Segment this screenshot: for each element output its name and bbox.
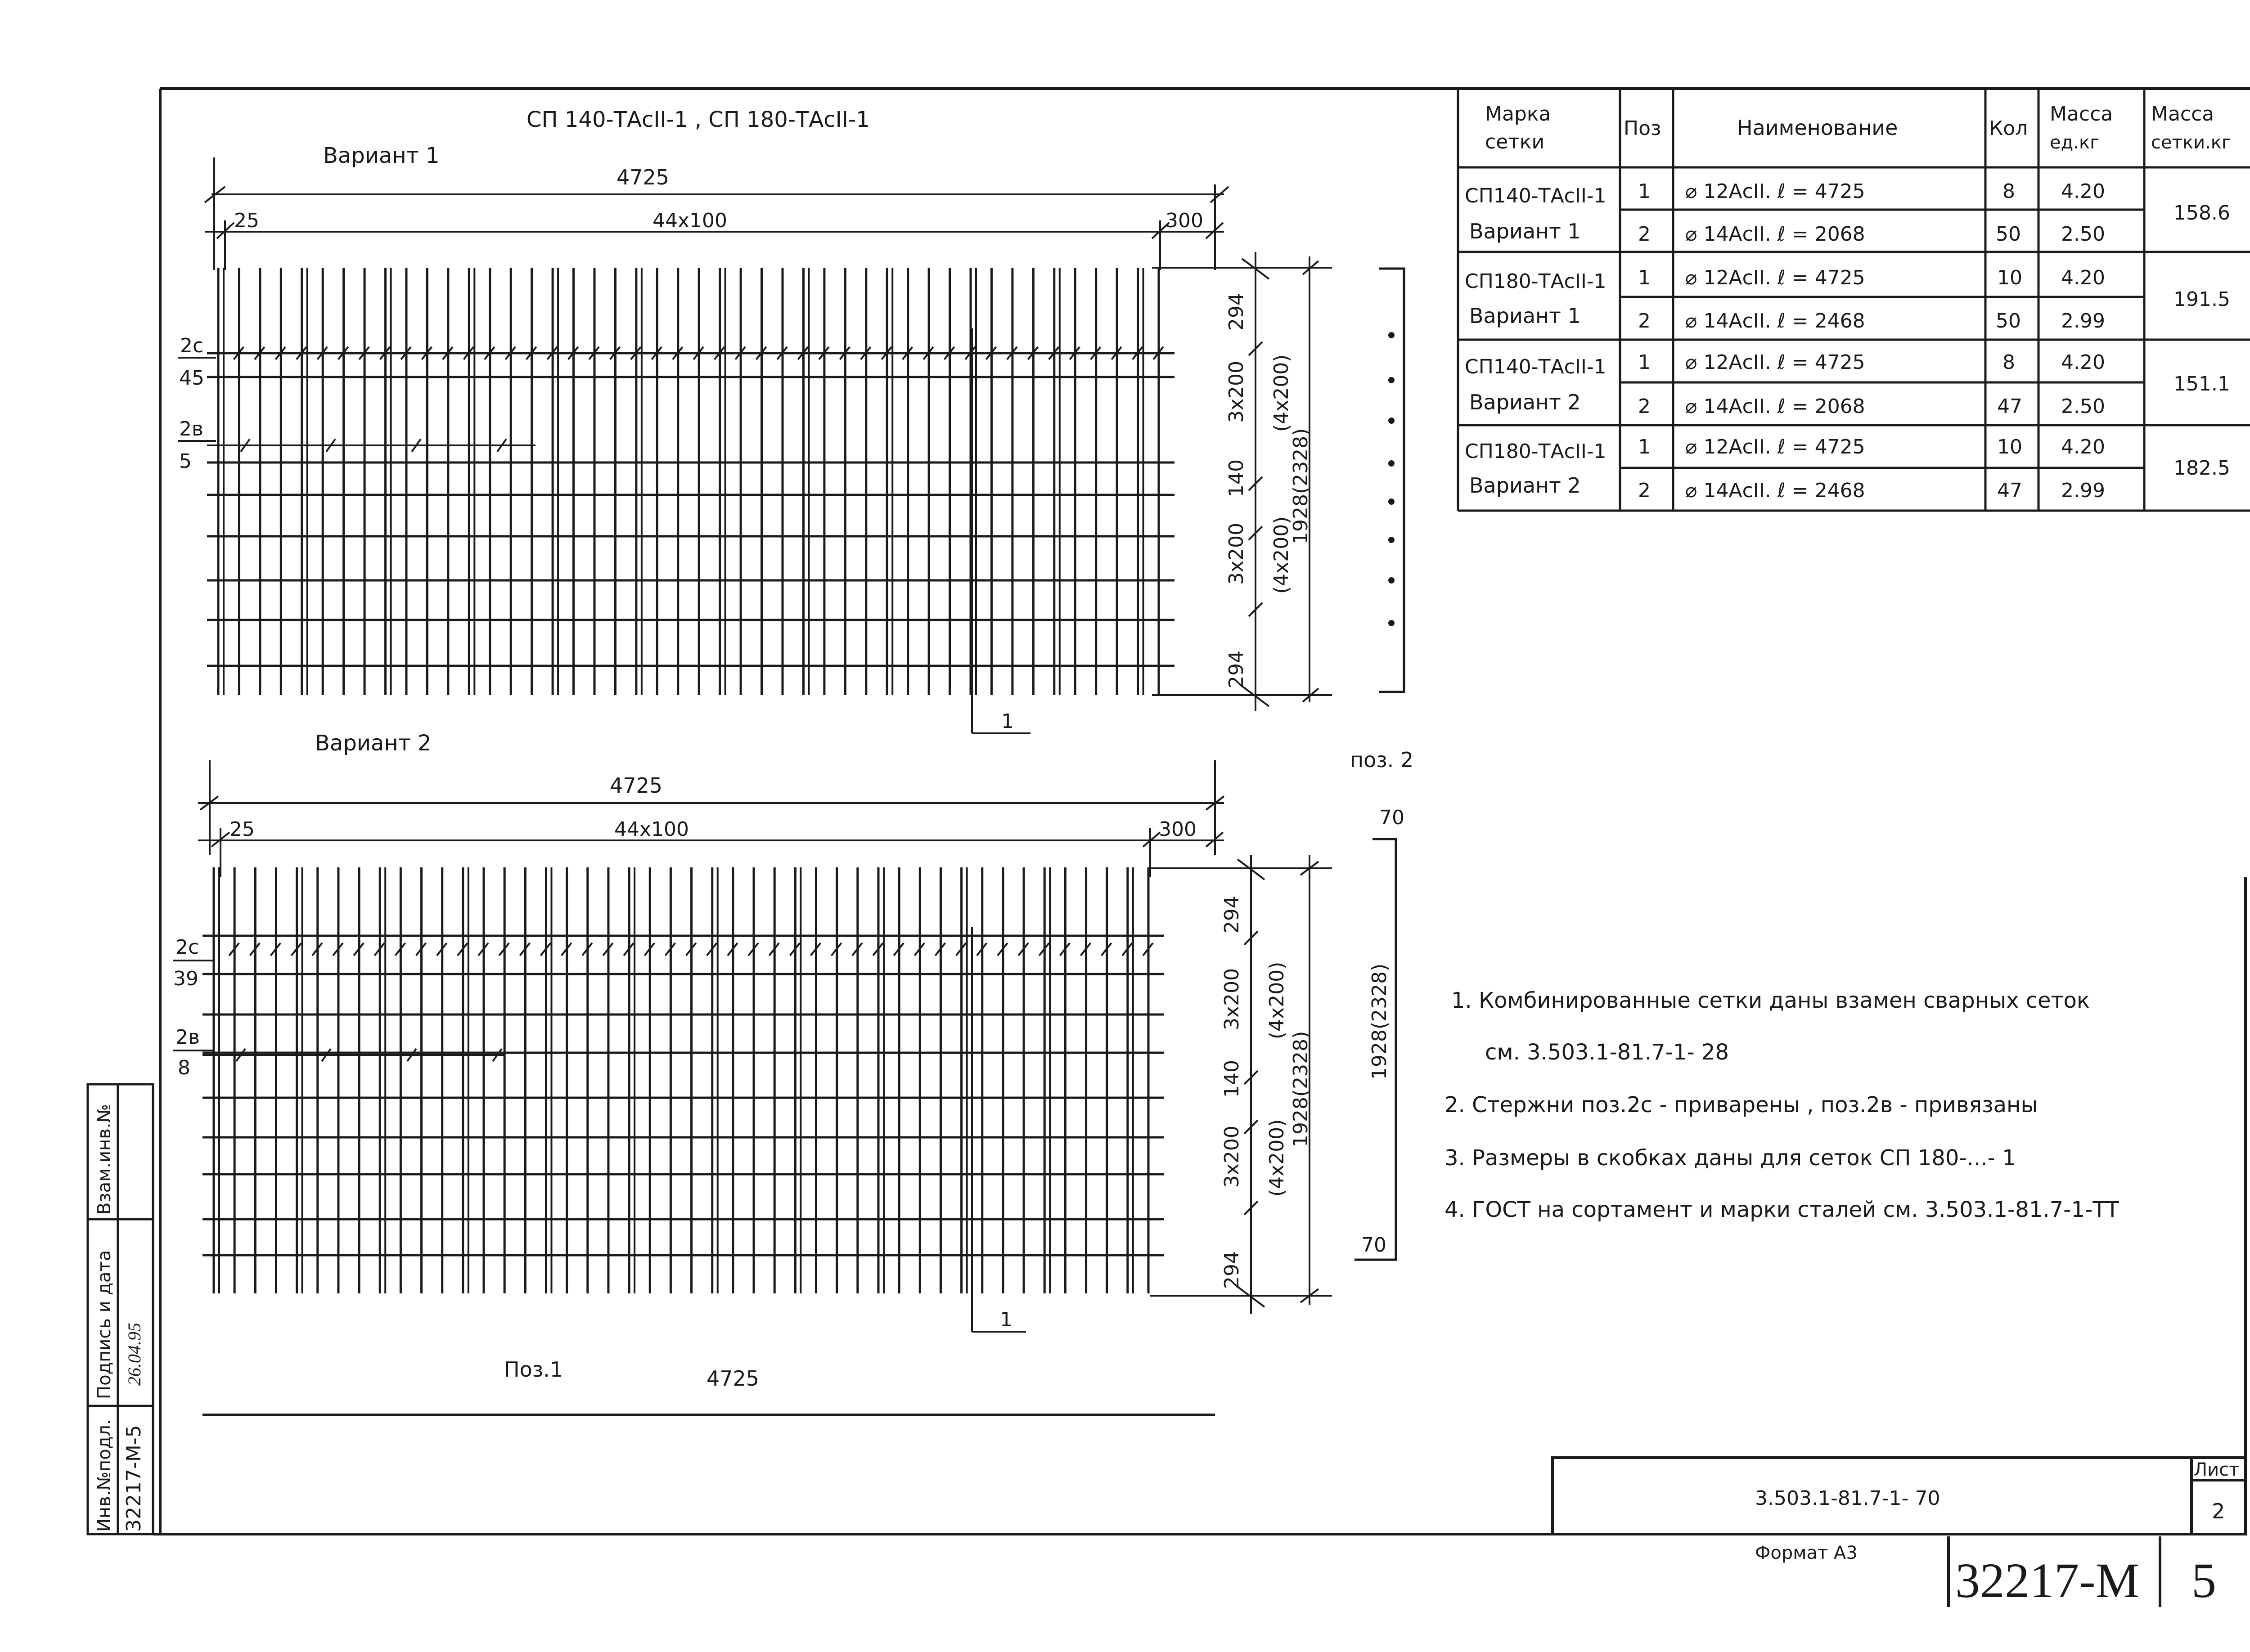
note-line: 4. ГОСТ на сортамент и марки сталей см. 3.503.1-81.7-1-ТТ — [1444, 1197, 2119, 1222]
v1-section-mark — [972, 328, 1030, 733]
v1-left-offset: 25 — [234, 209, 259, 232]
v2-label-2b: 2в — [176, 1026, 200, 1049]
row-qty: 10 — [1997, 266, 2022, 289]
th-mark-2: сетки — [1485, 130, 1545, 153]
rebar-section-dot — [1388, 498, 1395, 505]
v1-pitch: 44x100 — [652, 209, 728, 232]
v2-dim-total-height: 1928(2328) — [1289, 1031, 1312, 1147]
title-block — [1552, 1458, 2246, 1608]
mesh-total-mass: 158.6 — [2174, 202, 2230, 224]
document-code: 3.503.1-81.7-1- 70 — [1755, 1487, 1940, 1510]
v1-dim-4x200-top: (4х200) — [1270, 354, 1293, 432]
v1-label-2b: 2в — [179, 417, 203, 440]
th-mass-total-2: сетки.кг — [2151, 132, 2231, 153]
mesh-mark: СП180-ТАсII-1 — [1465, 270, 1606, 293]
row-qty: 47 — [1997, 479, 2022, 502]
row-name: ⌀ 14АсII. ℓ = 2068 — [1685, 223, 1865, 246]
archive-page: 5 — [2192, 1553, 2216, 1608]
poz1-length: 4725 — [706, 1366, 760, 1391]
sign-label: Подпись и дата — [94, 1250, 115, 1399]
v1-dim-294-bottom: 294 — [1225, 651, 1248, 688]
archive-number: 32217-М — [1955, 1553, 2140, 1608]
th-mass-unit-1: Масса — [2050, 103, 2113, 126]
mesh-mark: СП180-ТАсII-1 — [1465, 440, 1606, 463]
poz2-bottom-70: 70 — [1361, 1234, 1386, 1257]
row-mass: 2.99 — [2061, 479, 2105, 502]
notes — [1444, 988, 2120, 1222]
rebar-section-dot — [1388, 620, 1395, 626]
variant-1-label: Вариант 1 — [323, 143, 440, 168]
v1-dim-3x200-top: 3х200 — [1225, 360, 1248, 423]
rebar-section-dot — [1388, 417, 1395, 424]
row-pos: 1 — [1638, 351, 1651, 374]
note-line: 3. Размеры в скобках даны для сеток СП 180-...- 1 — [1444, 1145, 2016, 1171]
v2-dim-3x200-bottom: 3х200 — [1220, 1125, 1243, 1188]
row-qty: 50 — [1996, 310, 2021, 332]
mesh-mark: СП140-ТАсII-1 — [1465, 184, 1606, 207]
format-label: Формат А3 — [1755, 1543, 1858, 1563]
sheet-frame — [153, 89, 2250, 1534]
row-pos: 2 — [1638, 310, 1651, 332]
v1-dim-4x200-bottom: (4х200) — [1270, 516, 1293, 594]
th-qty: Кол — [1989, 117, 2028, 140]
rebar-section-dot — [1388, 577, 1395, 584]
poz2-label: поз. 2 — [1350, 748, 1414, 772]
v2-label-2c: 2с — [176, 936, 199, 959]
v1-dim-294-top: 294 — [1225, 293, 1248, 331]
v2-dim-3x200-top: 3х200 — [1220, 968, 1243, 1030]
rebar-section-dot — [1388, 460, 1395, 467]
rebar-section-dot — [1388, 332, 1395, 338]
v1-mesh — [207, 268, 1174, 695]
sign-value: 26.04.95 — [124, 1323, 144, 1386]
row-mass: 4.20 — [2061, 266, 2105, 289]
v2-dim-294-bottom: 294 — [1220, 1251, 1243, 1289]
v2-dim-294-top: 294 — [1220, 896, 1243, 934]
v2-label-39: 39 — [173, 967, 198, 990]
poz1-label: Поз.1 — [504, 1357, 563, 1382]
v1-label-5: 5 — [179, 450, 192, 473]
mesh-variant: Вариант 2 — [1469, 473, 1581, 498]
mesh-total-mass: 191.5 — [2174, 288, 2230, 311]
th-name: Наименование — [1737, 116, 1898, 140]
row-pos: 2 — [1638, 395, 1651, 418]
row-pos: 2 — [1638, 479, 1651, 502]
v1-total-length: 4725 — [616, 165, 670, 189]
variant-1-drawing — [178, 157, 1404, 733]
side-stamp — [88, 1084, 153, 1534]
v1-label-45: 45 — [179, 367, 204, 390]
v2-dim-140: 140 — [1220, 1060, 1243, 1098]
v1-side-view-dots — [1388, 332, 1395, 626]
note-line: 2. Стержни поз.2с - приварены , поз.2в - привязаны — [1444, 1092, 2038, 1118]
v2-dimension-lines — [198, 760, 1224, 877]
row-mass: 4.20 — [2061, 351, 2105, 374]
row-mass: 2.50 — [2061, 395, 2105, 418]
v1-dim-3x200-bottom: 3х200 — [1225, 522, 1248, 585]
rebar-section-dot — [1388, 537, 1395, 543]
row-mass: 4.20 — [2061, 435, 2105, 458]
v2-dim-4x200-bottom: (4х200) — [1265, 1119, 1288, 1197]
v1-dim-total-height: 1928(2328) — [1289, 428, 1312, 544]
mesh-variant: Вариант 2 — [1469, 390, 1581, 414]
variant-2-drawing — [173, 748, 1413, 1415]
v2-section-label: 1 — [1000, 1308, 1012, 1331]
sheet-number: 2 — [2212, 1499, 2225, 1523]
v1-dim-140: 140 — [1225, 459, 1248, 497]
th-mass-unit-2: ед.кг — [2050, 132, 2100, 153]
mesh-total-mass: 182.5 — [2174, 457, 2230, 480]
v2-pitch: 44x100 — [614, 818, 689, 841]
row-pos: 2 — [1638, 223, 1651, 246]
row-mass: 2.99 — [2061, 310, 2105, 332]
row-pos: 1 — [1638, 180, 1651, 203]
row-name: ⌀ 12АсII. ℓ = 4725 — [1685, 180, 1865, 203]
mesh-titles: СП 140-ТАсII-1 , СП 180-ТАсII-1 — [526, 107, 870, 132]
mesh-variant: Вариант 1 — [1469, 304, 1581, 328]
row-pos: 1 — [1638, 266, 1651, 289]
row-qty: 50 — [1996, 223, 2021, 246]
variant-2-label: Вариант 2 — [315, 731, 432, 756]
inv-value: 32217-М-5 — [122, 1425, 145, 1532]
row-name: ⌀ 14АсII. ℓ = 2068 — [1685, 395, 1865, 418]
sheet-label: Лист — [2194, 1459, 2240, 1480]
v1-label-2c: 2с — [180, 334, 204, 357]
mesh-variant: Вариант 1 — [1469, 219, 1581, 243]
mesh-total-mass: 151.1 — [2174, 373, 2230, 395]
note-line: 1. Комбинированные сетки даны взамен сварных сеток — [1451, 988, 2090, 1013]
v2-dim-4x200-top: (4х200) — [1265, 961, 1288, 1039]
row-name: ⌀ 12АсII. ℓ = 4725 — [1685, 266, 1865, 289]
poz2-bar-length: 1928(2328) — [1368, 963, 1391, 1080]
row-name: ⌀ 12АсII. ℓ = 4725 — [1685, 351, 1865, 374]
poz2-top-70: 70 — [1379, 806, 1404, 829]
th-mark-1: Марка — [1485, 103, 1551, 126]
row-qty: 8 — [2002, 180, 2015, 203]
row-qty: 47 — [1997, 395, 2022, 418]
v1-right-offset: 300 — [1166, 209, 1203, 232]
row-name: ⌀ 14АсII. ℓ = 2468 — [1685, 479, 1865, 502]
note-line: см. 3.503.1-81.7-1- 28 — [1485, 1040, 1729, 1065]
inv-label: Инв.№подл. — [94, 1419, 115, 1532]
row-pos: 1 — [1638, 435, 1651, 458]
replace-label: Взам.инв.№ — [94, 1104, 115, 1215]
row-qty: 8 — [2002, 351, 2015, 374]
mesh-mark: СП140-ТАсII-1 — [1465, 355, 1606, 378]
v2-label-8: 8 — [178, 1056, 190, 1079]
row-mass: 4.20 — [2061, 180, 2105, 203]
v2-total-length: 4725 — [610, 773, 663, 798]
v2-left-offset: 25 — [230, 818, 255, 841]
rebar-section-dot — [1388, 377, 1395, 383]
v2-right-offset: 300 — [1159, 818, 1197, 841]
spec-table — [1458, 89, 2250, 511]
v2-section-mark — [972, 927, 1026, 1332]
row-qty: 10 — [1997, 435, 2022, 458]
row-name: ⌀ 14АсII. ℓ = 2468 — [1685, 310, 1865, 332]
row-mass: 2.50 — [2061, 223, 2105, 246]
v2-mesh — [202, 867, 1164, 1293]
v1-section-label: 1 — [1001, 710, 1014, 733]
row-name: ⌀ 12АсII. ℓ = 4725 — [1685, 435, 1865, 458]
th-pos: Поз — [1624, 117, 1661, 140]
th-mass-total-1: Масса — [2151, 103, 2214, 126]
